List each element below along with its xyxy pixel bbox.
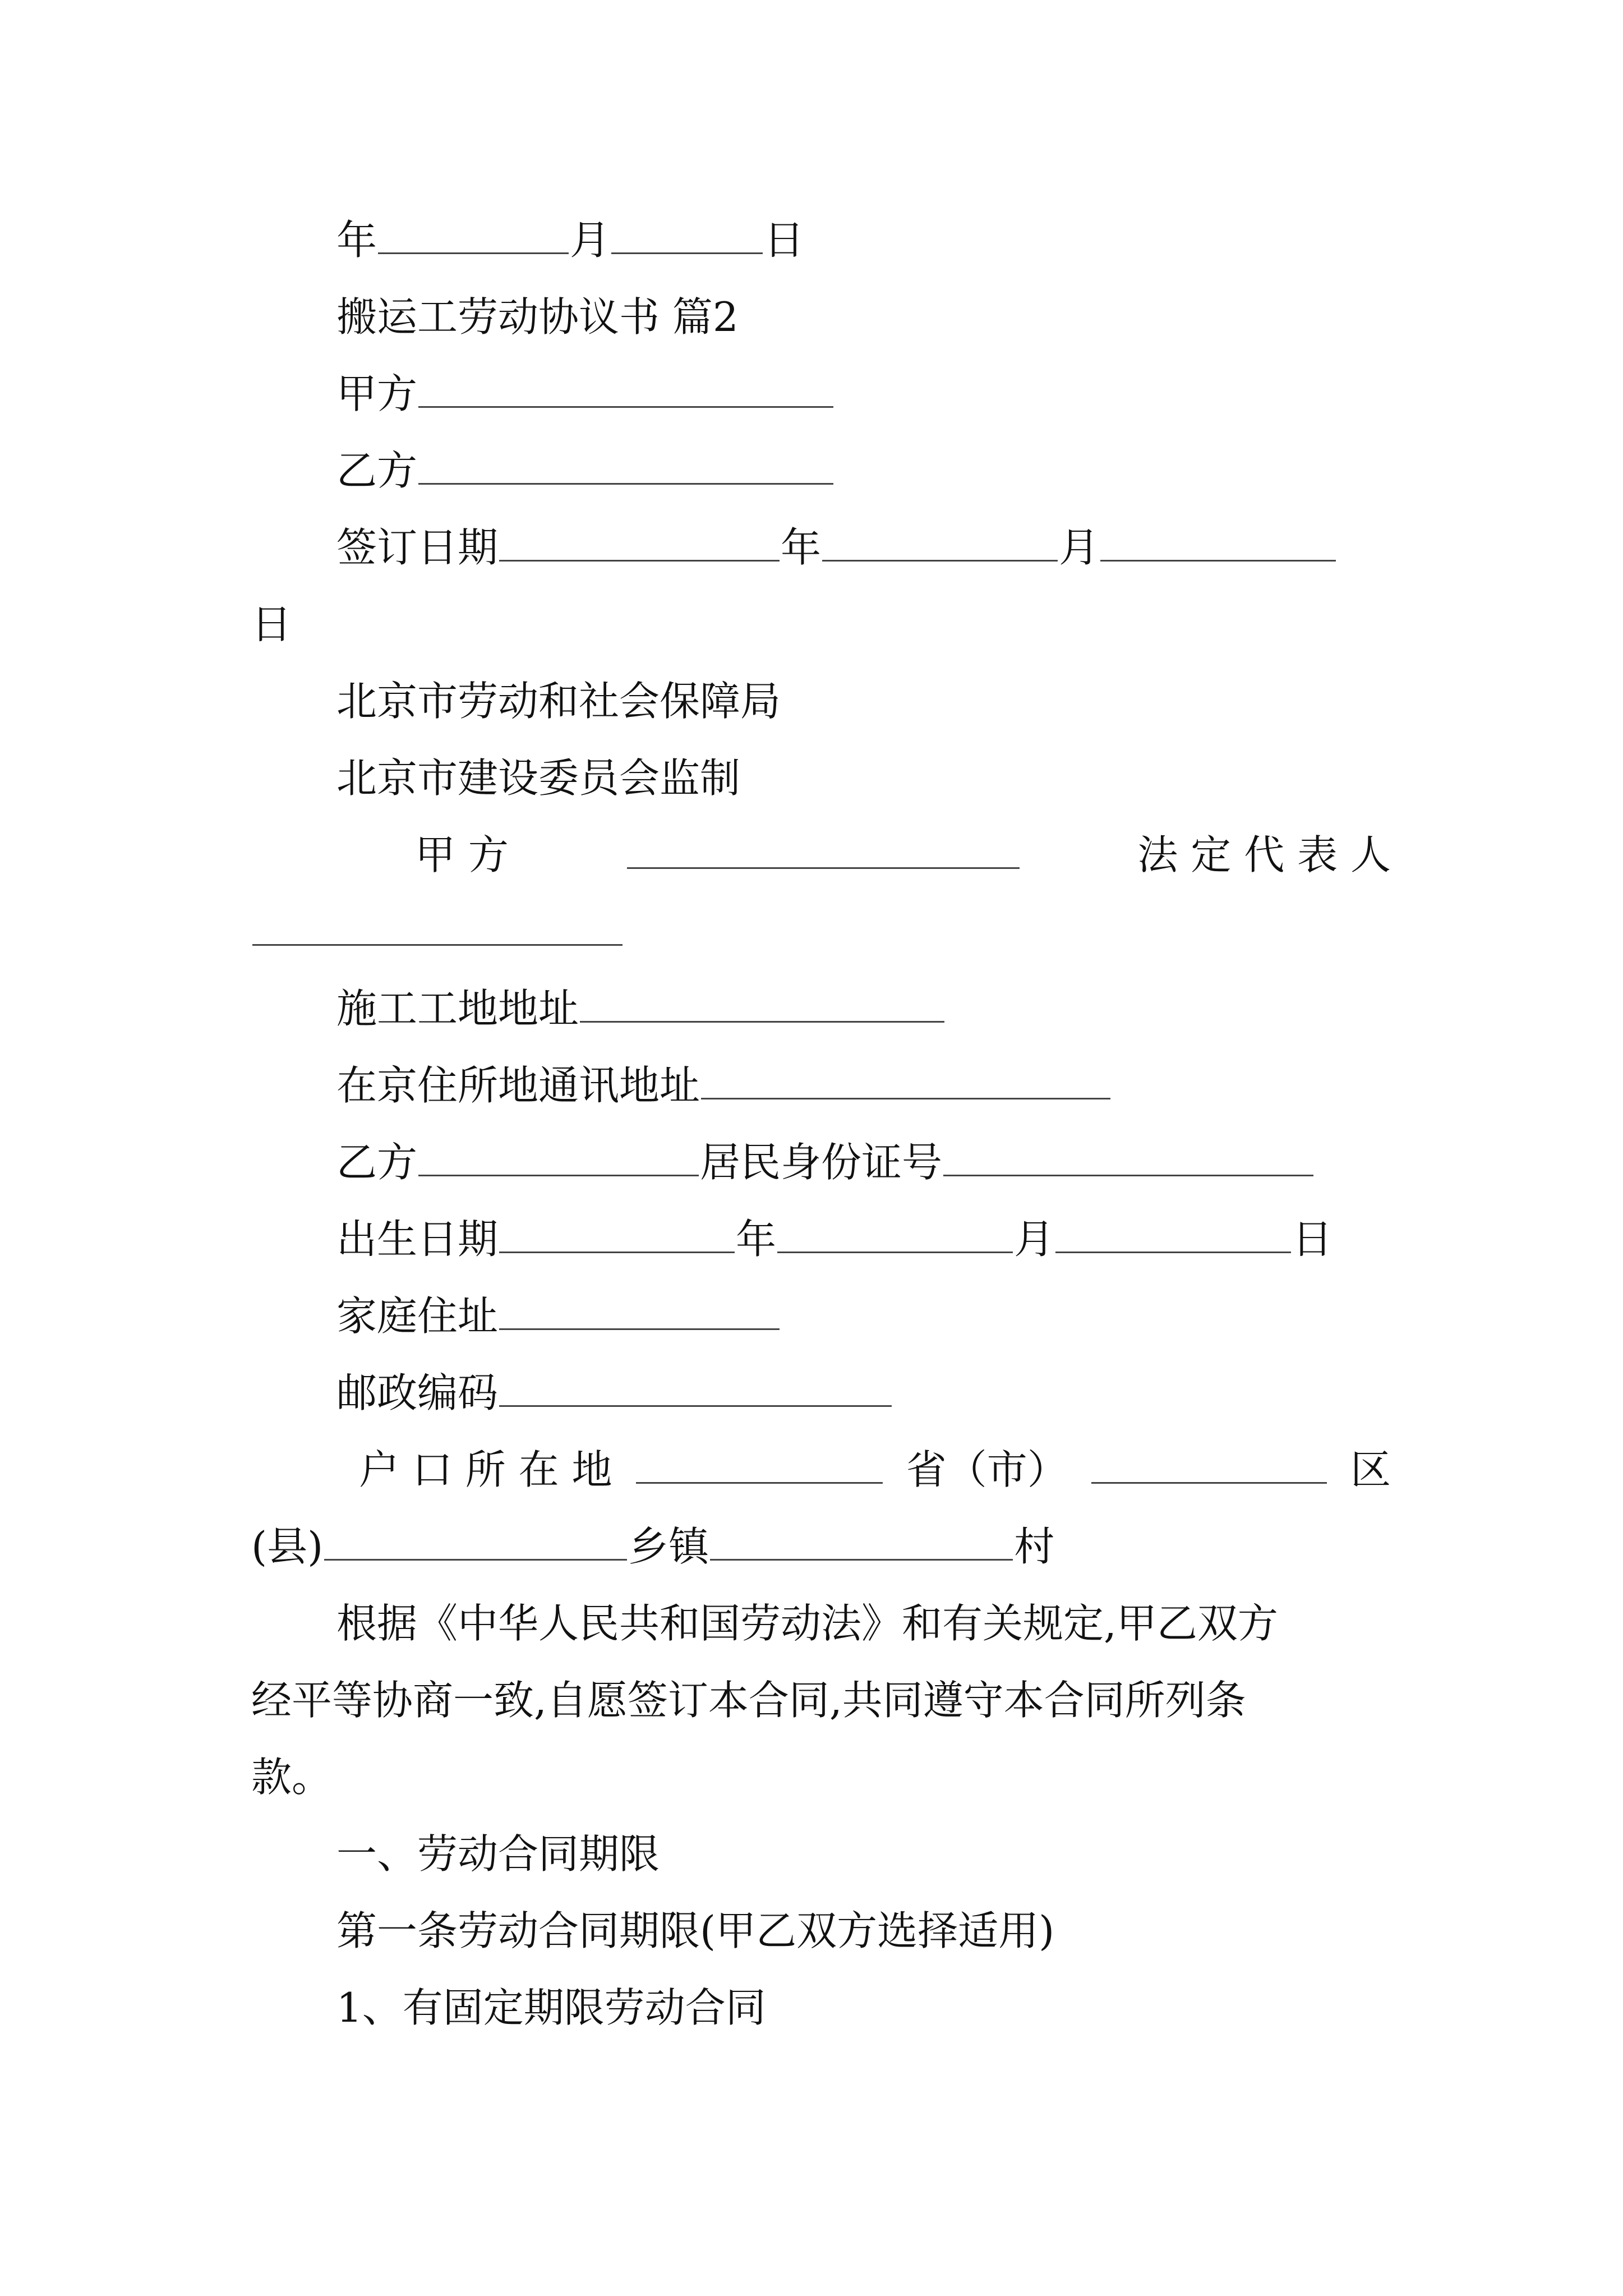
hukou-line-2 bbox=[251, 1519, 1054, 1575]
birth-month-blank[interactable] bbox=[777, 1212, 1013, 1253]
postcode-label: 邮政编码 bbox=[336, 1369, 499, 1416]
party-a-label: 甲方 bbox=[336, 370, 418, 417]
legal-representative-blank[interactable] bbox=[252, 905, 623, 946]
sign-day-label: 日 bbox=[251, 601, 292, 648]
party-a-full-blank[interactable] bbox=[627, 828, 1020, 869]
id-number-blank[interactable] bbox=[943, 1135, 1313, 1176]
beijing-address-line bbox=[336, 1057, 1112, 1114]
sign-month-label: 月 bbox=[1059, 524, 1100, 571]
home-address-blank[interactable] bbox=[499, 1289, 780, 1330]
beijing-address-blank[interactable] bbox=[701, 1059, 1110, 1099]
party-b-name-blank[interactable] bbox=[418, 1135, 699, 1176]
hukou-label: 户 口 所 在 地 bbox=[359, 1446, 612, 1493]
district-label: 区 bbox=[1350, 1446, 1391, 1493]
birth-day-label: 日 bbox=[1292, 1216, 1333, 1263]
sign-date-line bbox=[336, 519, 1337, 576]
town-label: 乡镇 bbox=[628, 1523, 709, 1570]
party-b-label: 乙方 bbox=[336, 447, 418, 494]
site-address-line bbox=[336, 981, 946, 1037]
birth-year-blank[interactable] bbox=[499, 1212, 735, 1253]
party-b-id-label: 乙方 bbox=[336, 1139, 418, 1186]
sign-year-blank[interactable] bbox=[499, 521, 780, 562]
hukou-province-blank[interactable] bbox=[636, 1443, 883, 1484]
postcode-line bbox=[336, 1365, 893, 1421]
birth-year-label: 年 bbox=[736, 1216, 777, 1263]
sign-month-blank[interactable] bbox=[822, 521, 1058, 562]
party-b-id-line bbox=[336, 1134, 1315, 1190]
date-line-top bbox=[336, 212, 804, 268]
paragraph-line-1: 根据《中华人民共和国劳动法》和有关规定,甲乙双方 bbox=[336, 1600, 1278, 1647]
site-address-label: 施工工地地址 bbox=[336, 985, 579, 1032]
hukou-district-blank[interactable] bbox=[1091, 1443, 1327, 1484]
site-address-blank[interactable] bbox=[580, 982, 944, 1023]
sign-date-label: 签订日期 bbox=[336, 524, 499, 571]
party-a-line bbox=[336, 366, 834, 422]
month-blank[interactable] bbox=[611, 213, 763, 254]
hukou-town-blank[interactable] bbox=[324, 1520, 627, 1561]
article-heading: 第一条劳动合同期限(甲乙双方选择适用) bbox=[336, 1907, 1055, 1954]
year-blank[interactable] bbox=[378, 213, 569, 254]
hukou-village-blank[interactable] bbox=[710, 1520, 1013, 1561]
province-label: 省（市） bbox=[906, 1446, 1068, 1493]
village-label: 村 bbox=[1014, 1523, 1055, 1570]
county-label: (县) bbox=[251, 1523, 324, 1570]
postcode-blank[interactable] bbox=[499, 1366, 892, 1407]
party-a-blank[interactable] bbox=[418, 367, 833, 408]
birth-date-line bbox=[336, 1211, 1332, 1267]
sign-day-blank[interactable] bbox=[1100, 521, 1336, 562]
hukou-line bbox=[359, 1442, 1391, 1498]
home-address-label: 家庭住址 bbox=[336, 1292, 499, 1340]
party-a-full-label: 甲 方 bbox=[415, 831, 509, 878]
list-item: 1、有固定期限劳动合同 bbox=[336, 1984, 766, 2031]
month-label: 月 bbox=[570, 217, 611, 264]
year-label: 年 bbox=[336, 217, 377, 264]
org-labor-bureau: 北京市劳动和社会保障局 bbox=[336, 678, 781, 725]
org-construction-committee: 北京市建设委员会监制 bbox=[336, 754, 741, 802]
day-label: 日 bbox=[764, 217, 805, 264]
birth-month-label: 月 bbox=[1014, 1216, 1055, 1263]
section-heading: 一、劳动合同期限 bbox=[336, 1830, 660, 1878]
home-address-line bbox=[336, 1288, 781, 1344]
birth-date-label: 出生日期 bbox=[336, 1216, 499, 1263]
document-title: 搬运工劳动协议书 篇2 bbox=[336, 293, 739, 341]
party-a-full-line bbox=[415, 827, 1391, 883]
paragraph-line-3: 款。 bbox=[251, 1754, 333, 1801]
party-b-line bbox=[336, 443, 834, 499]
birth-day-blank[interactable] bbox=[1055, 1212, 1291, 1253]
sign-year-label: 年 bbox=[781, 524, 822, 571]
beijing-address-label: 在京住所地通讯地址 bbox=[336, 1062, 700, 1109]
legal-representative-label: 法 定 代 表 人 bbox=[1137, 831, 1391, 878]
party-b-blank[interactable] bbox=[418, 444, 833, 485]
id-number-label: 居民身份证号 bbox=[700, 1139, 943, 1186]
paragraph-line-2: 经平等协商一致,自愿签订本合同,共同遵守本合同所列条 bbox=[251, 1677, 1246, 1724]
legal-representative-line bbox=[251, 904, 624, 960]
